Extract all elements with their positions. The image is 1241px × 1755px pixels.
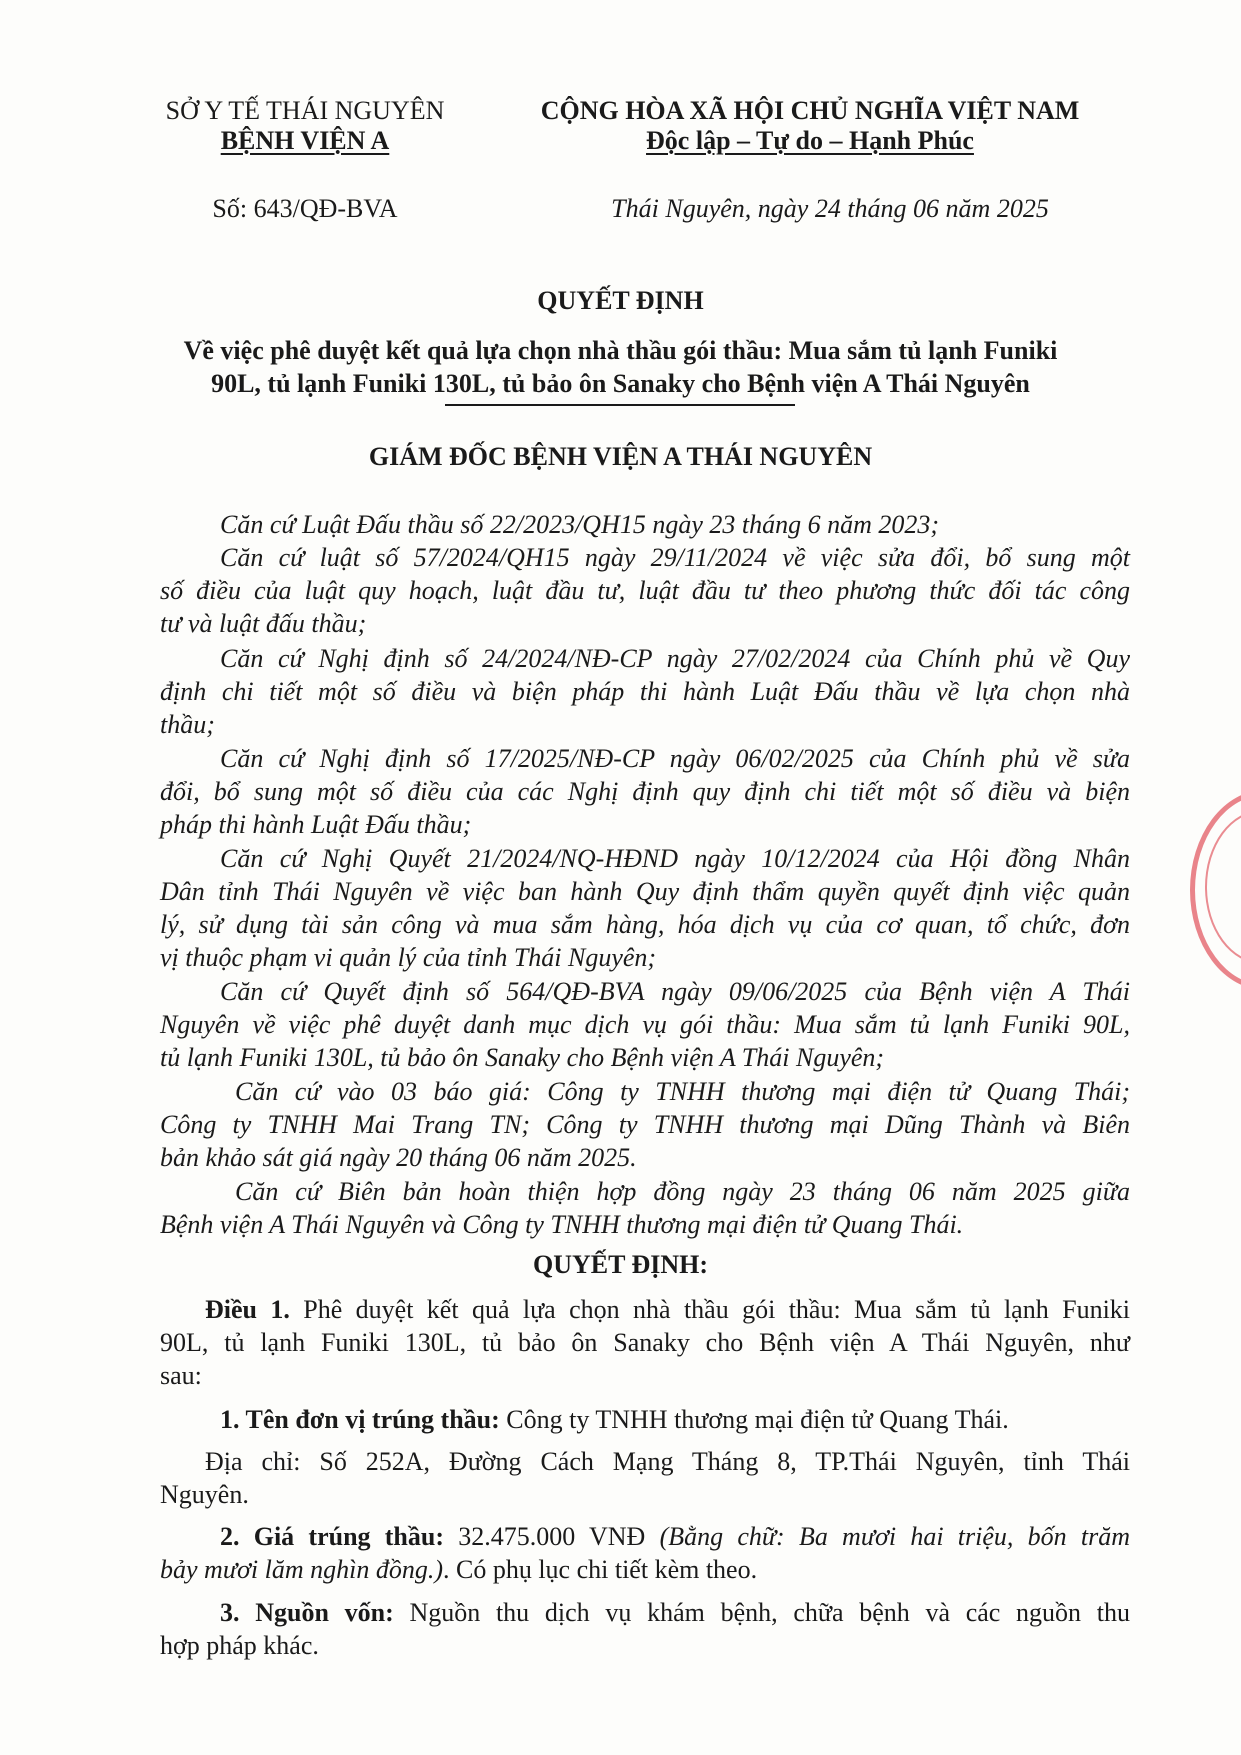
article-1-line: sau: <box>160 1361 202 1390</box>
basis-line: tư và luật đấu thầu; <box>160 609 367 638</box>
article-1-line <box>205 1293 1130 1326</box>
article-1-label: Điều 1. <box>205 1295 290 1324</box>
basis-line: lý, sử dụng tài sản công và mua sắm hàng, hóa dịch vụ của cơ quan, tổ chức, đơn <box>160 910 1130 939</box>
basis-line: vị thuộc phạm vi quản lý của tỉnh Thái Nguyên; <box>160 943 657 972</box>
article-1-text: Phê duyệt kết quả lựa chọn nhà thầu gói thầu: Mua sắm tủ lạnh Funiki <box>303 1295 1131 1324</box>
item-3-line-2: hợp pháp khác. <box>160 1631 319 1660</box>
item-2-line-2 <box>160 1553 757 1586</box>
item-1-value: Công ty TNHH thương mại điện tử Quang Thái. <box>506 1405 1009 1434</box>
item-3-text: Nguồn thu dịch vụ khám bệnh, chữa bệnh và các nguồn thu <box>409 1598 1130 1627</box>
motto-text: Độc lập – Tự do – Hạnh Phúc <box>646 126 974 155</box>
basis-line: Nguyên về việc phê duyệt danh mục dịch vụ gói thầu: Mua sắm tủ lạnh Funiki 90L, <box>160 1010 1130 1039</box>
authority-heading: GIÁM ĐỐC BỆNH VIỆN A THÁI NGUYÊN <box>368 442 873 471</box>
article-1-line: 90L, tủ lạnh Funiki 130L, tủ bảo ôn Sanaky cho Bệnh viện A Thái Nguyên, như <box>160 1328 1130 1357</box>
item-2-tail: . Có phụ lục chi tiết kèm theo. <box>442 1555 758 1584</box>
basis-line: Căn cứ Nghị định số 24/2024/NĐ-CP ngày 27/02/2024 của Chính phủ về Quy <box>220 644 1130 673</box>
subject-line-2: 90L, tủ lạnh Funiki 130L, tủ bảo ôn Sanaky cho Bệnh viện A Thái Nguyên <box>211 369 1030 398</box>
basis-line: Căn cứ luật số 57/2024/QH15 ngày 29/11/2024 về việc sửa đổi, bổ sung một <box>220 543 1130 572</box>
item-3 <box>220 1596 1130 1629</box>
item-2-words: (Bằng chữ: Ba mươi hai triệu, bốn trăm <box>659 1522 1130 1551</box>
address-line: Địa chỉ: Số 252A, Đường Cách Mạng Tháng 8, TP.Thái Nguyên, tỉnh Thái <box>205 1447 1130 1476</box>
basis-line: tủ lạnh Funiki 130L, tủ bảo ôn Sanaky cho Bệnh viện A Thái Nguyên; <box>160 1043 885 1072</box>
basis-line: số điều của luật quy hoạch, luật đầu tư, luật đầu tư theo phương thức đối tác công <box>160 576 1130 605</box>
org-name-text: BỆNH VIỆN A <box>220 126 390 155</box>
basis-line: Căn cứ Biên bản hoàn thiện hợp đồng ngày 23 tháng 06 năm 2025 giữa <box>235 1177 1130 1206</box>
basis-line: định chi tiết một số điều và biện pháp thi hành Luật Đấu thầu về lựa chọn nhà <box>160 677 1130 706</box>
subject-line-1: Về việc phê duyệt kết quả lựa chọn nhà thầu gói thầu: Mua sắm tủ lạnh Funiki <box>183 336 1058 365</box>
place-date: Thái Nguyên, ngày 24 tháng 06 năm 2025 <box>611 194 1049 223</box>
basis-line: Căn cứ Luật Đấu thầu số 22/2023/QH15 ngày 23 tháng 6 năm 2023; <box>220 510 940 539</box>
decision-heading: QUYẾT ĐỊNH <box>537 286 704 315</box>
address-line: Nguyên. <box>160 1480 249 1509</box>
decision-subheading: QUYẾT ĐỊNH: <box>532 1250 709 1279</box>
org-name <box>140 126 470 156</box>
basis-line: Căn cứ vào 03 báo giá: Công ty TNHH thương mại điện tử Quang Thái; <box>235 1077 1130 1106</box>
item-2 <box>220 1520 1130 1553</box>
item-1-label: 1. Tên đơn vị trúng thầu: <box>220 1405 500 1434</box>
basis-line: đổi, bổ sung một số điều của các Nghị định quy định chi tiết một số điều và biện <box>160 777 1130 806</box>
basis-line: bản khảo sát giá ngày 20 tháng 06 năm 2025. <box>160 1143 637 1172</box>
basis-line: Dân tỉnh Thái Nguyên về việc ban hành Quy định thẩm quyền quyết định việc quản <box>160 877 1130 906</box>
title-divider <box>445 404 795 406</box>
item-3-label: 3. Nguồn vốn: <box>220 1598 394 1627</box>
item-2-label: 2. Giá trúng thầu: <box>220 1522 444 1551</box>
basis-line: Bệnh viện A Thái Nguyên và Công ty TNHH thương mại điện tử Quang Thái. <box>160 1210 964 1239</box>
basis-line: thầu; <box>160 710 215 739</box>
basis-line: Công ty TNHH Mai Trang TN; Công ty TNHH thương mại Dũng Thành và Biên <box>160 1110 1130 1139</box>
basis-line: Căn cứ Nghị định số 17/2025/NĐ-CP ngày 06/02/2025 của Chính phủ về sửa <box>220 744 1130 773</box>
motto <box>520 126 1100 156</box>
doc-number: Số: 643/QĐ-BVA <box>212 194 398 223</box>
basis-line: Căn cứ Quyết định số 564/QĐ-BVA ngày 09/06/2025 của Bệnh viện A Thái <box>220 977 1130 1006</box>
item-2-words-2: bảy mươi lăm nghìn đồng.) <box>160 1555 443 1584</box>
org-parent: SỞ Y TẾ THÁI NGUYÊN <box>165 96 445 125</box>
basis-line: pháp thi hành Luật Đấu thầu; <box>160 810 472 839</box>
nation-title: CỘNG HÒA XÃ HỘI CHỦ NGHĨA VIỆT NAM <box>540 96 1080 125</box>
basis-line: Căn cứ Nghị Quyết 21/2024/NQ-HĐND ngày 10/12/2024 của Hội đồng Nhân <box>220 844 1130 873</box>
item-2-value: 32.475.000 VNĐ <box>458 1522 646 1551</box>
item-1 <box>220 1403 1009 1436</box>
